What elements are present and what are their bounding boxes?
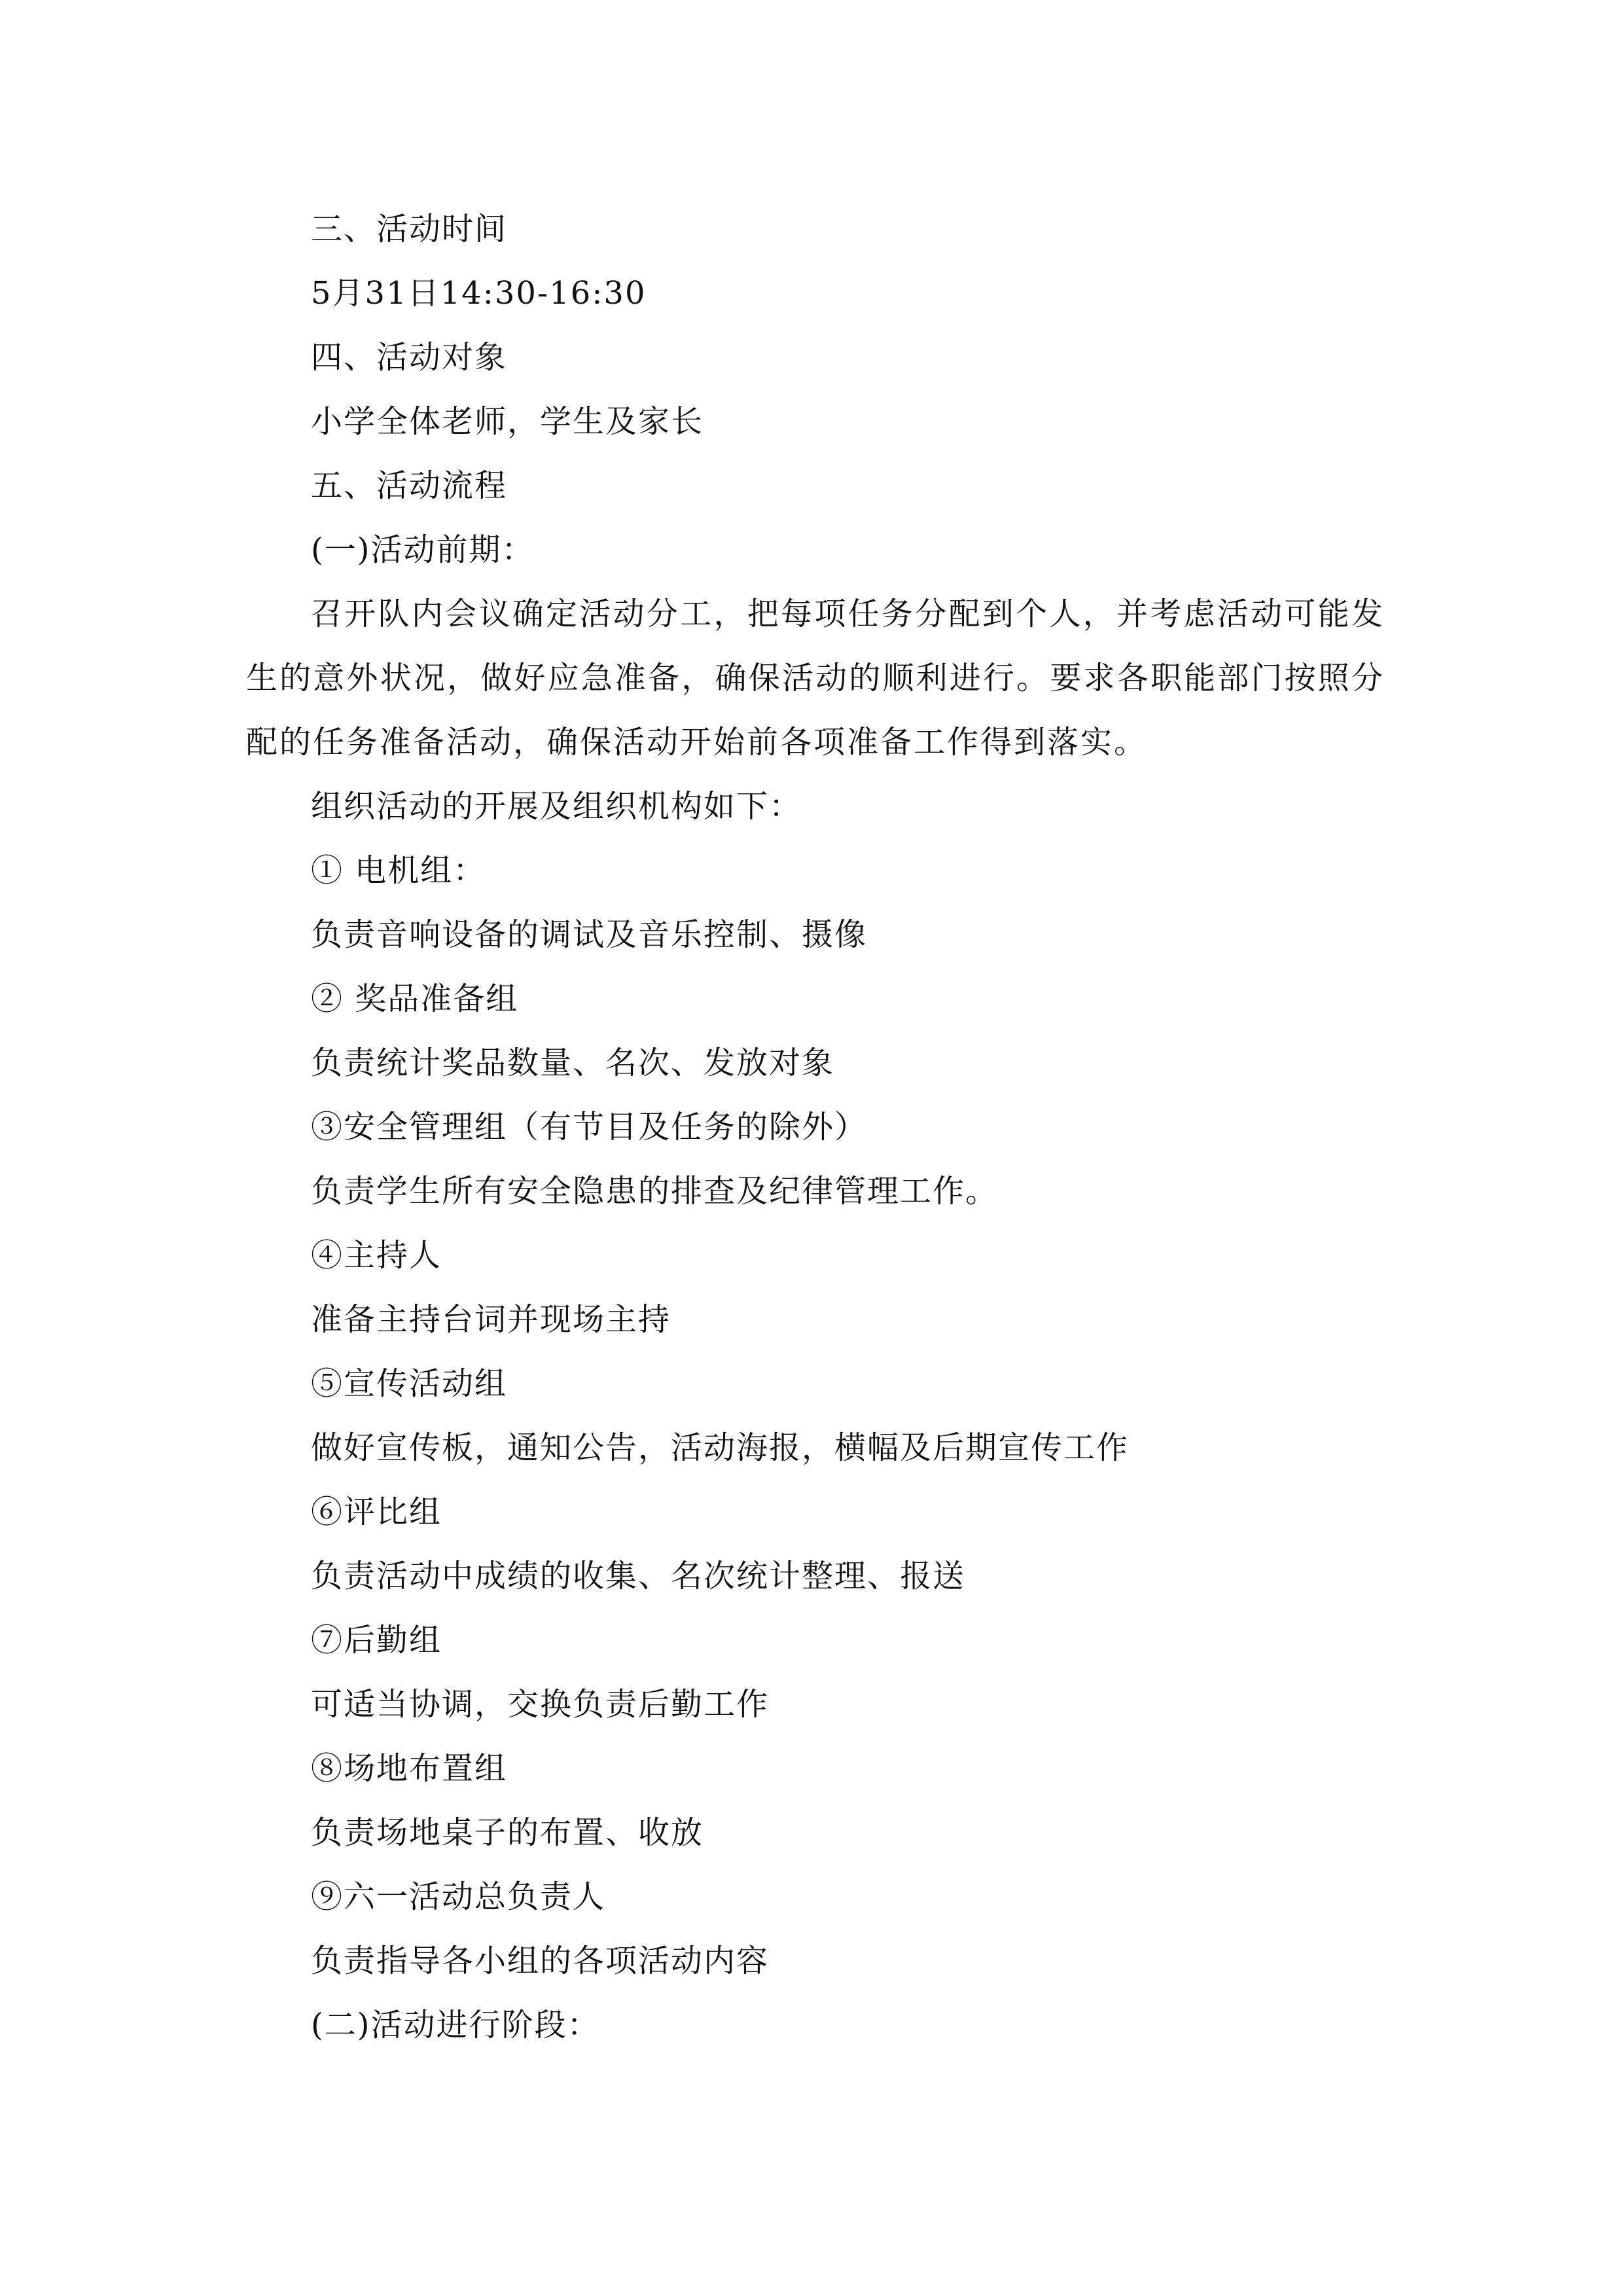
phase-heading-preparation: (一)活动前期： — [311, 531, 535, 568]
section-heading-audience: 四、活动对象 — [311, 339, 508, 376]
preparation-paragraph: 召开队内会议确定活动分工，把每项任务分配到个人，并考虑活动可能发生的意外状况，做好应急准备，确保活动的顺利进行。要求各职能部门按照分配的任务准备活动，确保活动开始前各项准备工作得到落实。 — [246, 596, 1385, 761]
group-duty: 负责活动中成绩的收集、名次统计整理、报送 — [311, 1558, 966, 1594]
group-duty: 负责学生所有安全隐患的排查及纪律管理工作。 — [311, 1173, 999, 1210]
phase-heading-execution: (二)活动进行阶段： — [311, 2007, 600, 2043]
audience-text: 小学全体老师，学生及家长 — [311, 403, 704, 440]
group-duty: 做好宣传板，通知公告，活动海报，横幅及后期宣传工作 — [311, 1429, 1130, 1466]
group-title: ② 奖品准备组 — [311, 980, 519, 1017]
group-duty: 负责音响设备的调试及音乐控制、摄像 — [311, 916, 868, 953]
group-title: ⑨六一活动总负责人 — [311, 1878, 606, 1915]
group-title: ⑧场地布置组 — [311, 1750, 508, 1787]
group-title: ④主持人 — [311, 1237, 442, 1274]
group-duty: 负责指导各小组的各项活动内容 — [311, 1943, 770, 1979]
event-time-text: 5月31日14:30-16:30 — [311, 275, 647, 312]
group-duty: 准备主持台词并现场主持 — [311, 1301, 671, 1338]
group-duty: 负责场地桌子的布置、收放 — [311, 1814, 704, 1851]
group-title: ① 电机组： — [311, 852, 486, 889]
organization-intro: 组织活动的开展及组织机构如下： — [311, 788, 802, 825]
section-heading-time: 三、活动时间 — [311, 211, 508, 247]
group-title: ③安全管理组（有节目及任务的除外） — [311, 1109, 868, 1145]
group-title: ⑦后勤组 — [311, 1622, 442, 1659]
group-title: ⑤宣传活动组 — [311, 1365, 508, 1402]
group-duty: 可适当协调，交换负责后勤工作 — [311, 1686, 770, 1723]
section-heading-process: 五、活动流程 — [311, 467, 508, 504]
group-duty: 负责统计奖品数量、名次、发放对象 — [311, 1045, 835, 1081]
group-title: ⑥评比组 — [311, 1494, 442, 1530]
